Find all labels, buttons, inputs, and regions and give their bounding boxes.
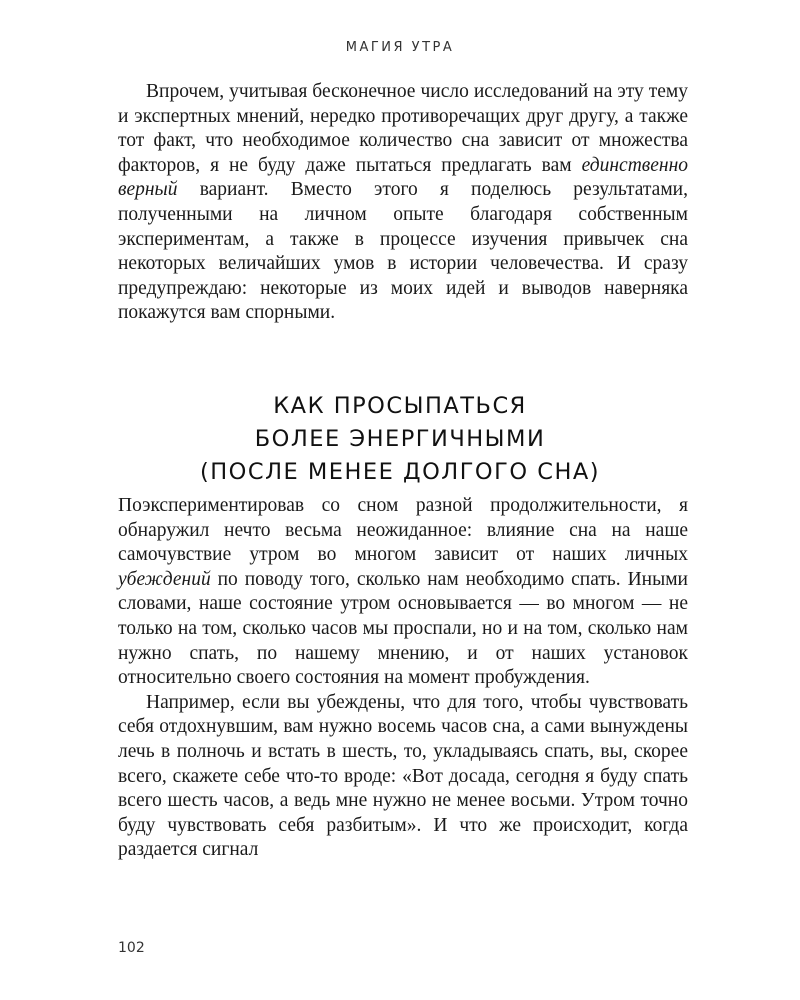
paragraph-intro — [118, 80, 688, 326]
paragraph-experiment-emphasis: убеждений — [118, 568, 211, 590]
paragraph-example — [118, 691, 688, 863]
paragraph-example-text: Например, если вы убеждены, что для того, чтобы чувствовать себя отдохнувшим, вам нужно восемь часов сна, а сами вынуждены лечь в полночь и встать в шесть, то, укладываясь спать, вы, скорее всего, скажете себе что-то вроде: «Вот досада, сегодня я буду спать всего шесть часов, а ведь мне нужно не менее восьми. Утром точно буду чувствовать себя разбитым». И что же происходит, когда раздается сигнал — [118, 691, 688, 861]
section-heading-line-2: БОЛЕЕ ЭНЕРГИЧНЫМИ — [254, 426, 546, 452]
main-section — [118, 494, 688, 863]
section-heading-line-3: (ПОСЛЕ МЕНЕЕ ДОЛГОГО СНА) — [199, 459, 601, 485]
paragraph-intro-emphasis: единственно верный — [118, 154, 688, 201]
running-head: МАГИЯ УТРА — [345, 40, 455, 55]
paragraph-experiment-text-b: по поводу того, сколько нам необходимо спать. Иными словами, наше состояние утром основывается — во многом — не только на том, сколько часов мы проспали, но и на том, сколько нам нужно спать, по нашему мнению, и от наших установок относительно своего состояния на момент пробуждения. — [118, 568, 688, 689]
paragraph-experiment-text-a: Поэкспериментировав со сном разной продолжительности, я обнаружил нечто весьма неожиданное: влияние сна на наше самочувствие утром во многом зависит от наших личных — [118, 495, 688, 566]
paragraph-intro-text-a: Впрочем, учитывая бесконечное число исследований на эту тему и экспертных мнений, нередко противоречащих друг другу, а также тот факт, что необходимое количество сна зависит от множества факторов, я не буду даже пытаться предлагать вам — [118, 81, 688, 176]
paragraph-intro-text-b: вариант. Вместо этого я поделюсь результатами, полученными на личном опыте благодаря собственным экспериментам, а также в процессе изучения привычек сна некоторых величайших умов в истории человечества. И сразу предупреждаю: некоторые из моих идей и выводов наверняка покажутся вам спорными. — [118, 179, 688, 324]
page-number: 102 — [118, 940, 145, 956]
paragraph-experiment — [118, 494, 688, 691]
section-heading — [0, 390, 800, 489]
intro-section — [118, 80, 688, 326]
section-heading-line-1: КАК ПРОСЫПАТЬСЯ — [273, 393, 527, 419]
